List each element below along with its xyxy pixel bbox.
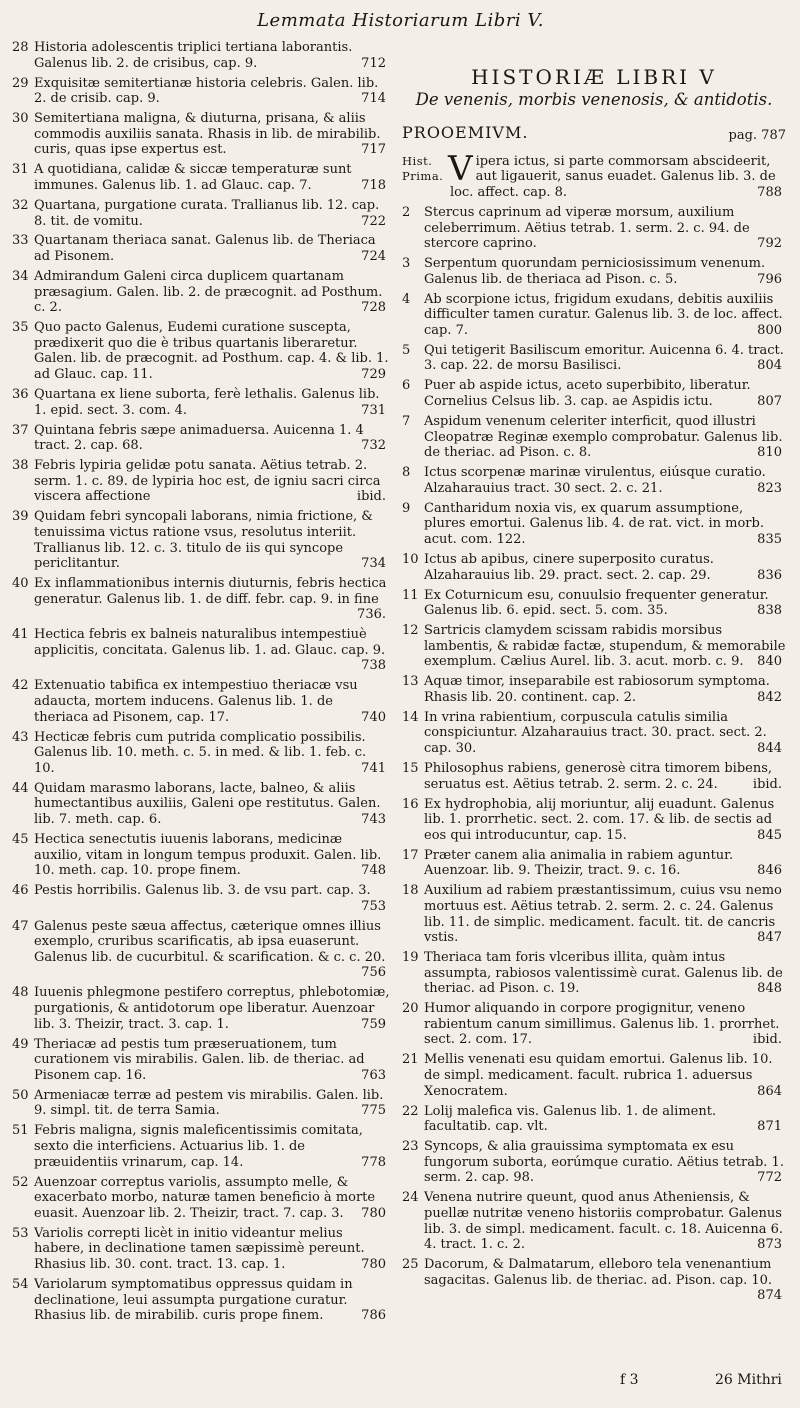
list-item (12, 730, 390, 777)
entry-page-number: 763 (361, 1067, 386, 1083)
list-item (12, 320, 390, 382)
entry-number: 9 (402, 500, 411, 516)
entry-number: 38 (12, 458, 29, 474)
entry-page-number: 714 (361, 91, 386, 107)
left-column (12, 40, 390, 1328)
entry-text: Venena nutrire queunt, quod anus Atheniensis, & puellæ nutritæ veneno historiis comprobatur. Galenus lib. 3. de simpl. medicament. facult. c. 18. Auicenna 6. 4. tract. 1. c. 2. (424, 1190, 784, 1253)
list-item (12, 832, 390, 879)
entry-number: 36 (12, 387, 29, 402)
book-title: HISTORIÆ LIBRI V (471, 65, 717, 89)
list-item (12, 1037, 390, 1084)
entry-page-number: 807 (757, 394, 782, 410)
entry-page-number: 810 (757, 445, 782, 461)
entry-page-number: ibid. (752, 1032, 782, 1048)
entry-number: 15 (402, 761, 419, 777)
entry-number: 24 (402, 1190, 419, 1206)
entry-text: Ex inflammationibus internis diuturnis, febris hectica generatur. Galenus lib. 1. de diff. febr. cap. 9. in fine (34, 576, 387, 607)
entry-text: Philosophus rabiens, generosè citra timorem bibens, seruatus est. Aëtius tetrab. 2. serm. 2. c. 24. (424, 761, 773, 792)
list-item (402, 256, 786, 287)
entry-page-number: 743 (361, 811, 386, 827)
entry-text: Qui tetigerit Basiliscum emoritur. Auicenna 6. 4. tract. 3. cap. 22. de morsu Basilisci. (424, 342, 784, 374)
list-item (12, 883, 390, 914)
entry-number: 37 (12, 422, 29, 438)
entry-text: Quartanam theriaca sanat. Galenus lib. de Theriaca ad Pisonem. (34, 233, 376, 265)
entry-number: 47 (12, 918, 29, 934)
entry-number: 30 (12, 111, 29, 127)
entry-page-number: 786 (361, 1308, 386, 1324)
entry-page-number: 731 (361, 402, 386, 418)
entry-page-number: 729 (361, 367, 386, 383)
list-item (402, 343, 786, 374)
list-item (12, 269, 390, 316)
entry-text: Variolarum symptomatibus oppressus quidam in declinatione, leui assumpta purgatione curatur. Rhasius lib. de mirabilib. curis prope finem. (34, 1276, 353, 1324)
entry-number: 52 (12, 1174, 29, 1190)
entry-number: 12 (402, 623, 419, 639)
entry-number: 10 (402, 551, 419, 567)
entry-text: Ictus ab apibus, cinere superposito curatus. Alzaharauius lib. 29. pract. sect. 2. cap. 29. (424, 551, 714, 583)
proemium-page: pag. 787 (728, 128, 786, 144)
entry-number: 14 (402, 709, 419, 725)
entry-number: 23 (402, 1139, 419, 1155)
entry-number: 18 (402, 883, 419, 899)
list-item (12, 627, 390, 674)
list-item (12, 387, 390, 418)
list-item (12, 1277, 390, 1324)
list-item (12, 678, 390, 725)
list-item (402, 1190, 786, 1252)
entry-page-number: 800 (757, 322, 782, 338)
list-item (402, 1052, 786, 1099)
hist-label-line2: Prima. (402, 169, 444, 184)
entry-number: 6 (402, 378, 411, 394)
list-item (12, 458, 390, 505)
entry-page-number: 864 (757, 1083, 782, 1099)
list-item (402, 1257, 786, 1304)
entry-page-number: 734 (361, 556, 386, 572)
entry-page-number: 844 (757, 741, 782, 757)
entry-page-number: 846 (757, 863, 782, 879)
entry-text: Cantharidum noxia vis, ex quarum assumptione, plures emortui. Galenus lib. 4. de rat. vict. in morb. acut. com. 122. (424, 500, 764, 547)
entry-number: 45 (12, 831, 29, 847)
entry-number: 5 (402, 342, 411, 358)
list-item (402, 1001, 786, 1048)
entry-text: Sartricis clamydem scissam rabidis morsibus lambentis, & rabidæ factæ, stupendum, & memorabile exemplum. Cælius Aurel. lib. 3. acut. morb. c. 9. (424, 623, 786, 670)
list-item (402, 761, 786, 792)
entry-text: Auenzoar correptus variolis, assumpto melle, & exacerbato morbo, naturæ tamen beneficio à morte euasit. Auenzoar lib. 2. Theizir, tract. 7. cap. 3. (34, 1174, 376, 1221)
entry-text: Extenuatio tabifica ex intempestiuo theriacæ vsu adaucta, mortem inducens. Galenus lib. 1. de theriaca ad Pisonem, cap. 17. (34, 678, 358, 725)
entry-text: Auxilium ad rabiem præstantissimum, cuius vsu nemo mortuus est. Aëtius tetrab. 2. serm. 2. c. 24. Galenus lib. 11. de simplic. medicament. facult. tit. de cancris vstis. (424, 883, 782, 946)
entry-text: Semitertiana maligna, & diuturna, prisana, & aliis commodis auxiliis sanata. Rhasis in lib. de mirabilib. curis, quas ipse expertus est. (34, 111, 381, 158)
entry-page-number: 780 (361, 1256, 386, 1272)
entry-number: 51 (12, 1123, 29, 1139)
entry-page-number: 780 (361, 1205, 386, 1221)
entry-page-number: 792 (757, 236, 782, 252)
right-entry-list (402, 205, 786, 1304)
entry-text: Febris lypiria gelidæ potu sanata. Aëtius tetrab. 2. serm. 1. c. 89. de lypiria hoc est, de igniu sacri circa viscera affectione (34, 458, 381, 505)
entry-text: Serpentum quorundam perniciosissimum venenum. Galenus lib. de theriaca ad Pison. c. 5. (424, 256, 766, 287)
list-item (402, 588, 786, 619)
list-item (12, 233, 390, 264)
entry-page-number: 722 (361, 213, 386, 229)
list-item (402, 674, 786, 705)
entry-text: Quidam marasmo laborans, lacte, balneo, & aliis humectantibus auxiliis, Galeni ope restitutus. Galen. lib. 7. meth. cap. 6. (34, 780, 381, 827)
proemium-row (402, 125, 786, 144)
entry-text: Hecticæ febris cum putrida complicatio possibilis. Galenus lib. 10. meth. c. 5. in med. & lib. 1. feb. c. 10. (34, 729, 367, 776)
entry-number: 11 (402, 587, 419, 603)
entry-page-number: 840 (757, 654, 782, 670)
entry-text: Ab scorpione ictus, frigidum exudans, debitis auxiliis difficulter tamen curatur. Galenus lib. 3. de loc. affect. cap. 7. (424, 291, 783, 338)
list-item (12, 423, 390, 454)
entry-text: Aspidum venenum celeriter interficit, quod illustri Cleopatræ Reginæ exemplo comprobatur. Galenus lib. de theriac. ad Pison. c. 8. (424, 414, 783, 461)
list-item (402, 465, 786, 496)
entry-text: Ictus scorpenæ marinæ virulentus, eiúsque curatio. Alzaharauius tract. 30 sect. 2. c. 21. (424, 465, 766, 496)
entry-number: 25 (402, 1257, 419, 1273)
entry-page-number: 736. (357, 607, 386, 623)
hist-label-line1: Hist. (402, 153, 433, 168)
entry-number: 7 (402, 414, 411, 430)
entry-number: 29 (12, 75, 29, 91)
list-item (402, 1104, 786, 1135)
list-item (402, 414, 786, 461)
entry-number: 17 (402, 847, 419, 863)
entry-number: 40 (12, 576, 29, 592)
entry-page-number: 753 (361, 898, 386, 914)
list-item (12, 1123, 390, 1170)
entry-number: 32 (12, 197, 29, 213)
entry-text: Syncops, & alia grauissima symptomata ex esu fungorum suborta, eorúmque curatio. Aëtius tetrab. 1. serm. 2. cap. 98. (424, 1139, 784, 1186)
entry-page-number: 748 (361, 863, 386, 879)
entry-page-number: 772 (757, 1170, 782, 1186)
entry-number: 3 (402, 256, 411, 272)
list-item (12, 111, 390, 158)
running-head: Lemmata Historiarum Libri V. (257, 10, 544, 31)
entry-page-number: 724 (361, 249, 386, 265)
list-item (402, 292, 786, 339)
entry-number: 19 (402, 950, 419, 966)
entry-text: Admirandum Galeni circa duplicem quartanam præsagium. Galen. lib. 2. de præcognit. ad Posthum. c. 2. (34, 269, 383, 316)
entry-page-number: 836 (757, 567, 782, 583)
entry-number: 33 (12, 233, 29, 249)
entry-text: In vrina rabientium, corpuscula catulis similia conspiciuntur. Alzaharauius tract. 30. pract. sect. 2. cap. 30. (424, 709, 767, 757)
entry-text: Armeniacæ terræ ad pestem vis mirabilis. Galen. lib. 9. simpl. tit. de terra Samia. (34, 1087, 384, 1119)
entry-number: 22 (402, 1103, 419, 1119)
entry-number: 20 (402, 1001, 419, 1017)
entry-text: Iuuenis phlegmone pestifero correptus, phlebotomiæ, purgationis, & antidotorum ope liberatur. Auenzoar lib. 3. Theizir, tract. 3. cap. 1. (34, 985, 390, 1032)
list-item (402, 950, 786, 997)
list-item (12, 198, 390, 229)
entry-number: 53 (12, 1225, 29, 1241)
first-entry-text: ipera ictus, si parte commorsam abscideerit, aut ligauerit, sanus euadet. Galenus lib. 3. de loc. affect. cap. 8. (450, 153, 776, 200)
entry-page-number: 778 (361, 1154, 386, 1170)
entry-text: Humor aliquando in corpore progignitur, veneno rabientum canum simillimus. Galenus lib. 1. prorrhet. sect. 2. com. 17. (424, 1001, 780, 1048)
entry-page-number: 871 (757, 1119, 782, 1135)
entry-text: A quotidiana, calidæ & siccæ temperaturæ sunt immunes. Galenus lib. 1. ad Glauc. cap. 7. (34, 162, 352, 193)
list-item (402, 848, 786, 879)
entry-number: 34 (12, 269, 29, 285)
entry-text: Stercus caprinum ad viperæ morsum, auxilium celeberrimum. Aëtius tetrab. 1. serm. 2. c. 94. de stercore caprino. (424, 204, 750, 252)
entry-number: 16 (402, 796, 419, 812)
proemium-label: PROOEMIVM. (402, 123, 529, 143)
entry-page-number: 718 (361, 177, 386, 193)
entry-number: 2 (402, 204, 411, 220)
list-item (402, 378, 786, 409)
entry-number: 39 (12, 509, 29, 525)
entry-text: Galenus peste sæua affectus, cæterique omnes illius exemplo, cruribus scarificatis, ab ipsa euaserunt. Galenus lib. de cucurbitul. & scarification. & c. c. 20. (34, 918, 386, 965)
entry-text: Puer ab aspide ictus, aceto superbibito, liberatur. Cornelius Celsus lib. 3. cap. ae Aspidis ictu. (424, 378, 751, 410)
entry-page-number: 845 (757, 827, 782, 843)
entry-text: Quintana febris sæpe animaduersa. Auicenna 1. 4 tract. 2. cap. 68. (34, 422, 364, 454)
entry-text: Exquisitæ semitertianæ historia celebris. Galen. lib. 2. de crisib. cap. 9. (34, 75, 379, 107)
entry-number: 28 (12, 40, 29, 55)
entry-number: 31 (12, 162, 29, 178)
list-item (402, 205, 786, 252)
list-item (402, 1139, 786, 1186)
entry-text: Hectica senectutis iuuenis laborans, medicinæ auxilio, vitam in longum tempus produxit. Galen. lib. 10. meth. cap. 10. prope finem. (34, 831, 382, 879)
entry-page-number: 823 (757, 480, 782, 496)
entry-page-number: 717 (361, 142, 386, 158)
list-item (12, 1175, 390, 1222)
entry-number: 42 (12, 678, 29, 694)
entry-page-number: 775 (361, 1103, 386, 1119)
right-column (402, 40, 786, 1308)
list-item (12, 576, 390, 623)
entry-page-number: 712 (361, 55, 386, 71)
list-item (12, 1226, 390, 1273)
list-item (402, 883, 786, 945)
entry-text: Variolis correpti licèt in initio videantur melius habere, in declinatione tamen sæpissimè pereunt. Rhasius lib. 30. cont. tract. 13. cap. 1. (34, 1225, 365, 1272)
list-item (12, 40, 390, 71)
entry-text: Ex Coturnicum esu, conuulsio frequenter generatur. Galenus lib. 6. epid. sect. 5. com. 35. (424, 587, 769, 619)
entry-text: Quidam febri syncopali laborans, nimia frictione, & tenuissima victus ratione vsus, resolutus interiit. Trallianus lib. 12. c. 3. titulo de iis qui syncope periclitantur. (34, 509, 373, 572)
entry-number: 41 (12, 627, 29, 643)
list-item (12, 509, 390, 571)
entry-page-number: 738 (361, 658, 386, 674)
catchword: 26 Mithri (715, 1372, 782, 1388)
entry-page-number: 804 (757, 358, 782, 374)
entry-page-number: 848 (757, 981, 782, 997)
entry-text: Febris maligna, signis maleficentissimis comitata, sexto die interficiens. Actuarius lib. 1. de præuidentiis vrinarum, cap. 14. (34, 1123, 363, 1170)
entry-number: 8 (402, 465, 411, 481)
list-item (12, 76, 390, 107)
book-subtitle: De venenis, morbis venenosis, & antidotis. (415, 89, 773, 109)
entry-page-number: 756 (361, 965, 386, 981)
hist-label (402, 154, 443, 185)
entry-text: Theriaca tam foris vlceribus illita, quàm intus assumpta, rabiosos valentissimè curat. Galenus lib. de theriac. ad Pison. c. 19. (424, 950, 783, 997)
entry-text: Quartana, purgatione curata. Trallianus lib. 12. cap. 8. tit. de vomitu. (34, 197, 380, 229)
entry-number: 46 (12, 883, 29, 899)
entry-page-number: 728 (361, 300, 386, 316)
entry-number: 49 (12, 1036, 29, 1052)
entry-page-number: 741 (361, 760, 386, 776)
list-item (402, 501, 786, 548)
entry-number: 43 (12, 729, 29, 745)
entry-page-number: 796 (757, 271, 782, 287)
entry-number: 4 (402, 291, 411, 307)
entry-text: Lolij malefica vis. Galenus lib. 1. de aliment. facultatib. cap. vlt. (424, 1103, 717, 1135)
entry-page-number: 732 (361, 438, 386, 454)
drop-cap: V (448, 148, 473, 189)
entry-text: Pestis horribilis. Galenus lib. 3. de vsu part. cap. 3. (34, 883, 371, 899)
entry-page-number: 838 (757, 603, 782, 619)
entry-page-number: 842 (757, 689, 782, 705)
entry-text: Theriacæ ad pestis tum præseruationem, tum curationem vis mirabilis. Galen. lib. de theriac. ad Pisonem cap. 16. (34, 1036, 365, 1083)
entry-page-number: 835 (757, 531, 782, 547)
entry-number: 48 (12, 985, 29, 1001)
entry-text: Mellis venenati esu quidam emortui. Galenus lib. 10. de simpl. medicament. facult. rubrica 1. aduersus Xenocratem. (424, 1052, 773, 1099)
entry-text: Dacorum, & Dalmatarum, elleboro tela venenantium sagacitas. Galenus lib. de theriac. ad. Pison. cap. 10. (424, 1257, 773, 1288)
entry-page-number: 874 (757, 1288, 782, 1304)
entry-page-number: 759 (361, 1016, 386, 1032)
entry-text: Ex hydrophobia, alij moriuntur, alij euadunt. Galenus lib. 1. prorrhetic. sect. 2. com. 17. & lib. de sectis ad eos qui introducuntur, cap. 15. (424, 796, 775, 843)
entry-page-number: 873 (757, 1237, 782, 1253)
entry-text: Aquæ timor, inseparabile est rabiosorum symptoma. Rhasis lib. 20. continent. cap. 2. (424, 674, 770, 705)
list-item (12, 781, 390, 828)
entry-text: Hectica febris ex balneis naturalibus intempestiuè applicitis, concitata. Galenus lib. 1. ad. Glauc. cap. 9. (34, 627, 386, 658)
list-item (402, 623, 786, 670)
entry-number: 13 (402, 674, 419, 690)
list-item (402, 552, 786, 583)
entry-number: 44 (12, 780, 29, 796)
entry-page-number: 847 (757, 930, 782, 946)
entry-text: Præter canem alia animalia in rabiem aguntur. Auenzoar. lib. 9. Theizir, tract. 9. c. 16. (424, 847, 734, 879)
list-item (12, 1088, 390, 1119)
first-entry (402, 148, 786, 201)
list-item (12, 162, 390, 193)
entry-page-number: ibid. (752, 776, 782, 792)
entry-number: 21 (402, 1052, 419, 1068)
list-item (12, 985, 390, 1032)
entry-page-number: 740 (361, 709, 386, 725)
entry-number: 50 (12, 1087, 29, 1103)
first-entry-page: 788 (757, 184, 782, 200)
list-item (402, 797, 786, 844)
entry-text: Quartana ex liene suborta, ferè lethalis. Galenus lib. 1. epid. sect. 3. com. 4. (34, 387, 380, 418)
list-item (402, 710, 786, 757)
entry-text: Historia adolescentis triplici tertiana laborantis. Galenus lib. 2. de crisibus, cap. 9. (34, 40, 353, 71)
entry-text: Quo pacto Galenus, Eudemi curatione suscepta, prædixerit quo die è tribus quartanis liberaretur. Galen. lib. de præcognit. ad Posthum. cap. 4. & lib. 1. ad Glauc. cap. 11. (34, 320, 389, 383)
list-item (12, 919, 390, 981)
entry-page-number: ibid. (356, 489, 386, 505)
entry-number: 35 (12, 320, 29, 336)
entry-number: 54 (12, 1276, 29, 1292)
signature-mark: f 3 (620, 1372, 639, 1388)
